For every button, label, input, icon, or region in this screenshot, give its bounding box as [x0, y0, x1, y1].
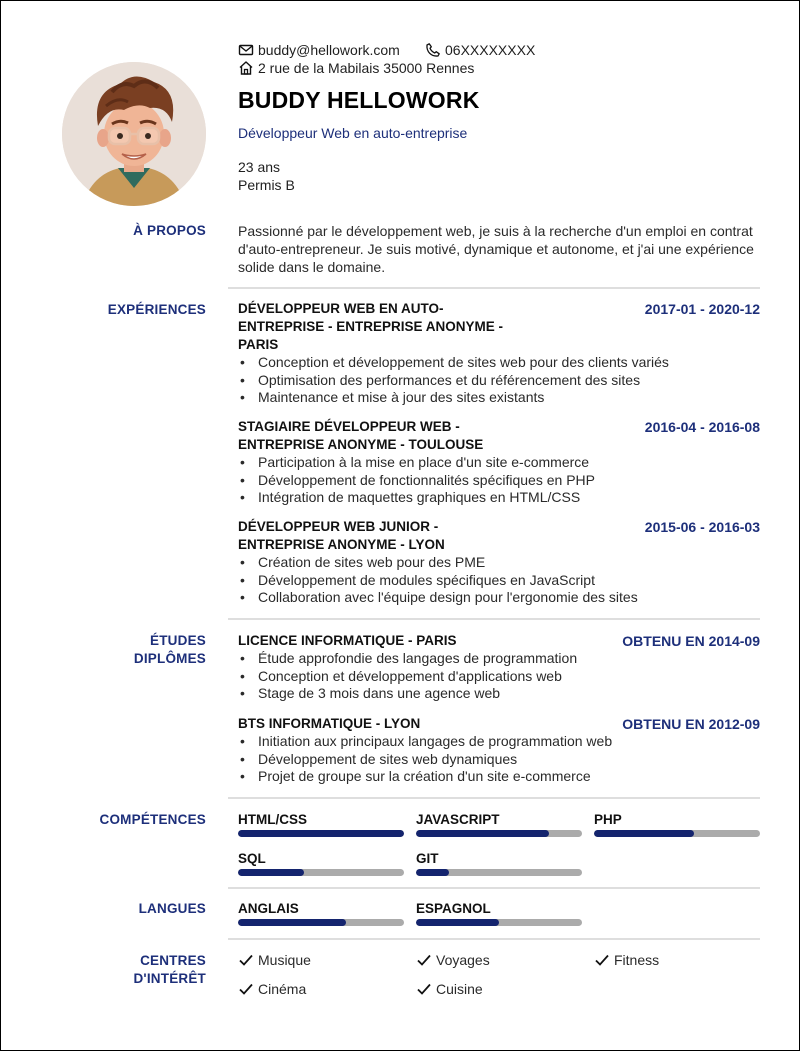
checkmark-icon — [238, 981, 254, 997]
hobby-item — [416, 952, 490, 968]
entry-title: DÉVELOPPEUR WEB EN AUTO-ENTREPRISE - ENTREPRISE ANONYME - PARIS — [238, 301, 504, 352]
skill-bar-fill — [594, 830, 694, 837]
list-item: • Maintenance et mise à jour des sites existants — [238, 389, 760, 407]
language-item — [238, 900, 404, 926]
hobby-item — [238, 952, 311, 968]
hobby-label: Musique — [258, 952, 311, 968]
education-entry — [238, 715, 760, 786]
avatar — [62, 62, 206, 206]
hobby-label: Cinéma — [258, 981, 307, 997]
skill-bar-fill — [416, 830, 549, 837]
envelope-icon — [238, 42, 254, 58]
list-item: • Développement de modules spécifiques en JavaScript — [238, 572, 760, 590]
driving-license: Permis B — [238, 177, 295, 193]
skill-item — [416, 850, 582, 876]
section-label-experiences: EXPÉRIENCES — [107, 302, 206, 317]
section-label-skills: COMPÉTENCES — [99, 812, 206, 827]
entry-bullets — [238, 354, 760, 407]
list-item: • Initiation aux principaux langages de programmation web — [238, 733, 760, 751]
section-label-line: D'INTÉRÊT — [133, 971, 206, 986]
skill-bar-fill — [238, 830, 404, 837]
skill-item — [594, 811, 760, 837]
section-label-about: À PROPOS — [133, 223, 206, 238]
entry-bullets — [238, 454, 760, 507]
entry-bullets — [238, 554, 760, 607]
experience-entry — [238, 300, 760, 407]
list-item: • Projet de groupe sur la création d'un site e-commerce — [238, 768, 760, 786]
skill-name: SQL — [238, 851, 266, 866]
language-item — [416, 900, 582, 926]
skill-bar — [416, 830, 582, 837]
candidate-name: BUDDY HELLOWORK — [238, 87, 480, 113]
skill-bar-fill — [238, 869, 304, 876]
entry-title: DÉVELOPPEUR WEB JUNIOR - ENTREPRISE ANONYME - LYON — [238, 519, 445, 552]
list-item: • Étude approfondie des langages de programmation — [238, 650, 760, 668]
language-bar — [416, 919, 582, 926]
entry-date: OBTENU EN 2014-09 — [622, 633, 760, 649]
entry-date: 2017-01 - 2020-12 — [644, 301, 760, 317]
contact-address — [238, 60, 474, 76]
list-item: • Participation à la mise en place d'un site e-commerce — [238, 454, 760, 472]
entry-title: BTS INFORMATIQUE - LYON — [238, 716, 421, 731]
contact-phone — [425, 42, 535, 58]
entry-title: LICENCE INFORMATIQUE - PARIS — [238, 633, 457, 648]
skill-bar — [416, 869, 582, 876]
age: 23 ans — [238, 159, 281, 175]
entry-date: 2015-06 - 2016-03 — [644, 519, 760, 535]
section-label-languages: LANGUES — [138, 901, 206, 916]
skill-bar — [238, 869, 404, 876]
email-text: buddy@hellowork.com — [258, 42, 400, 58]
skill-item — [416, 811, 582, 837]
about-text: Passionné par le développement web, je suis à la recherche d'un emploi en contrat d'auto-entrepreneur. Je suis motivé, dynamique et autonome, et j'ai une expérience solide dans le domaine. — [238, 223, 754, 275]
skill-name: GIT — [416, 851, 439, 866]
language-bar-fill — [238, 919, 346, 926]
skill-name: PHP — [594, 812, 622, 827]
skill-item — [238, 811, 404, 837]
phone-text: 06XXXXXXXX — [445, 42, 536, 58]
entry-date: 2016-04 - 2016-08 — [644, 419, 760, 435]
entry-bullets — [238, 650, 760, 703]
skill-bar-fill — [416, 869, 449, 876]
hobby-label: Voyages — [436, 952, 490, 968]
list-item: • Conception et développement de sites web pour des clients variés — [238, 354, 760, 372]
divider — [228, 287, 760, 289]
entry-date: OBTENU EN 2012-09 — [622, 716, 760, 732]
section-label-line: DIPLÔMES — [133, 651, 206, 666]
list-item: • Conception et développement d'applications web — [238, 668, 760, 686]
contact-email — [238, 42, 400, 58]
skill-item — [238, 850, 404, 876]
job-title: Développeur Web en auto-entreprise — [238, 125, 468, 141]
divider — [228, 797, 760, 799]
section-label-hobbies — [1, 952, 206, 988]
checkmark-icon — [416, 952, 432, 968]
list-item: • Stage de 3 mois dans une agence web — [238, 685, 760, 703]
home-icon — [238, 60, 254, 76]
section-label-education — [1, 632, 206, 668]
experience-entry — [238, 418, 760, 507]
list-item: • Collaboration avec l'équipe design pour l'ergonomie des sites — [238, 589, 760, 607]
skill-bar — [594, 830, 760, 837]
divider — [228, 887, 760, 889]
education-entry — [238, 632, 760, 703]
list-item: • Optimisation des performances et du référencement des sites — [238, 372, 760, 390]
section-label-line: CENTRES — [140, 953, 206, 968]
list-item: • Développement de sites web dynamiques — [238, 751, 760, 769]
skill-name: JAVASCRIPT — [416, 812, 500, 827]
skill-bar — [238, 830, 404, 837]
entry-bullets — [238, 733, 760, 786]
language-bar-fill — [416, 919, 499, 926]
skill-name: HTML/CSS — [238, 812, 307, 827]
language-bar — [238, 919, 404, 926]
list-item: • Développement de fonctionnalités spécifiques en PHP — [238, 472, 760, 490]
hobby-item — [416, 981, 483, 997]
hobby-item — [594, 952, 659, 968]
phone-icon — [425, 42, 441, 58]
language-name: ESPAGNOL — [416, 901, 491, 916]
divider — [228, 938, 760, 940]
hobby-label: Cuisine — [436, 981, 483, 997]
experience-entry — [238, 518, 760, 607]
checkmark-icon — [594, 952, 610, 968]
section-label-line: ÉTUDES — [150, 633, 206, 648]
checkmark-icon — [238, 952, 254, 968]
hobby-item — [238, 981, 306, 997]
hobby-label: Fitness — [614, 952, 660, 968]
address-text: 2 rue de la Mabilais 35000 Rennes — [258, 60, 475, 76]
entry-title: STAGIAIRE DÉVELOPPEUR WEB - ENTREPRISE ANONYME - TOULOUSE — [238, 419, 484, 452]
checkmark-icon — [416, 981, 432, 997]
list-item: • Intégration de maquettes graphiques en HTML/CSS — [238, 489, 760, 507]
list-item: • Création de sites web pour des PME — [238, 554, 760, 572]
divider — [228, 618, 760, 620]
language-name: ANGLAIS — [238, 901, 299, 916]
